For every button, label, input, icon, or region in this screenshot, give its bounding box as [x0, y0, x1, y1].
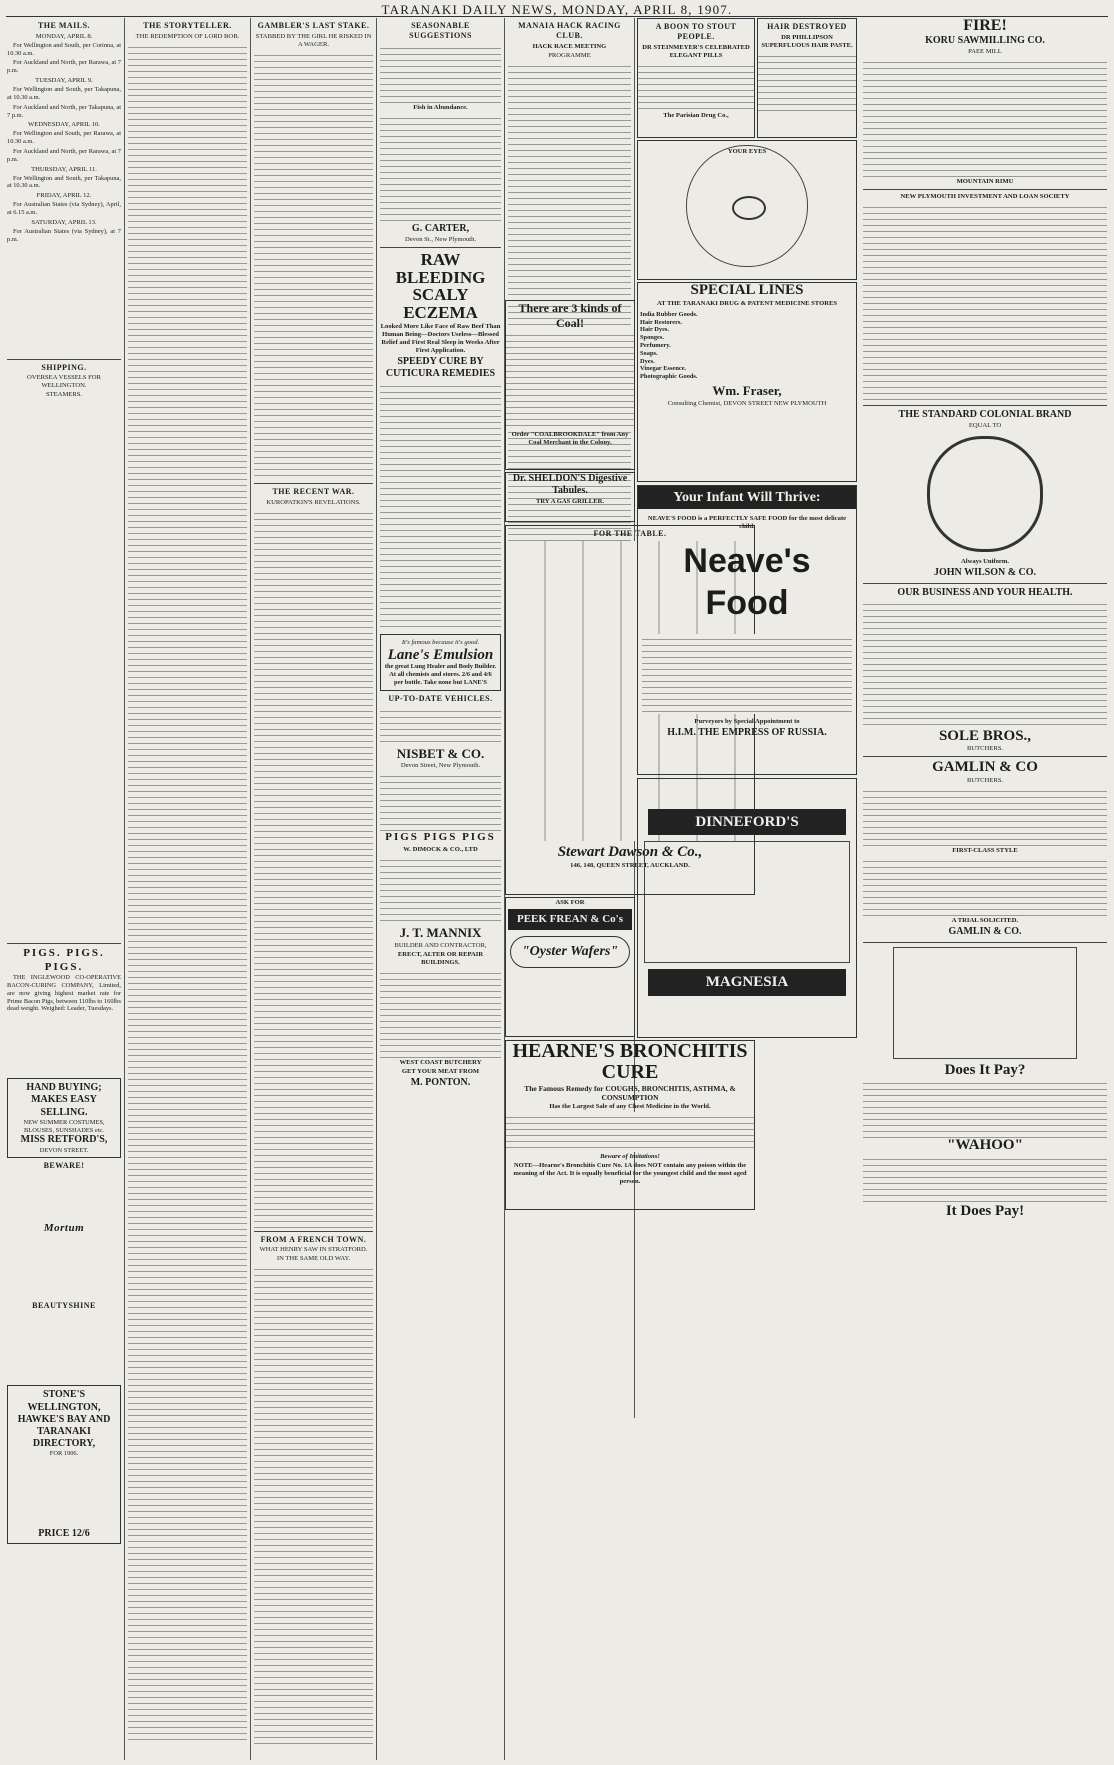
koru-body: [863, 57, 1107, 177]
pigs-ad-body: [7, 1015, 121, 1075]
mails-line: MONDAY, APRIL 8.: [35, 32, 93, 40]
cement-seal: [927, 436, 1043, 552]
mails-line: For Auckland and North, per Rarawa, at 7 p.m.: [7, 59, 121, 75]
digestive-heading: Dr. SHELDON'S Digestive Tabules.: [512, 473, 628, 497]
pays-heading: It Does Pay!: [945, 1203, 1025, 1220]
eye-illustration: [686, 145, 808, 267]
mails-line: THURSDAY, APRIL 11.: [31, 165, 97, 173]
drug-item: Hair Dyes.: [640, 326, 669, 334]
mortum-body: [7, 1238, 121, 1298]
gamlin-body: [863, 786, 1107, 846]
french-heading: FROM A FRENCH TOWN.: [260, 1234, 367, 1244]
story-title: THE REDEMPTION OF LORD BOB.: [135, 32, 240, 40]
coal-body: [506, 330, 634, 430]
pigs2-heading: PIGS PIGS PIGS: [385, 831, 496, 844]
seasonable-heading: SEASONABLE SUGGESTIONS: [409, 21, 472, 40]
newspaper-masthead: TARANAKI DAILY NEWS, MONDAY, APRIL 8, 1907.: [6, 2, 1108, 17]
drug-item: Dyes.: [640, 357, 655, 365]
drug-item: Sponges.: [640, 334, 664, 342]
hair-paste: DR PHILLIPSON SUPERFLUOUS HAIR PASTE.: [761, 33, 853, 49]
butchery-name: WEST COAST BUTCHERY: [399, 1058, 482, 1066]
retford-name: MISS RETFORD'S,: [20, 1134, 108, 1146]
empress: H.I.M. THE EMPRESS OF RUSSIA.: [667, 727, 827, 739]
mannix-erect: ERECT, ALTER OR REPAIR BUILDINGS.: [397, 950, 484, 966]
wahoo-illustration: [893, 947, 1077, 1059]
fraser-address: Consulting Chemist, DEVON STREET NEW PLYMOUTH: [667, 399, 827, 407]
divider: [7, 359, 121, 360]
mails-list: [7, 33, 121, 244]
mails-line: For Wellington and South, per Rarawa, at 10.30 a.m.: [7, 130, 121, 146]
wahoo-name: "WAHOO": [947, 1137, 1023, 1154]
parisian-name: The Parisian Drug Co.,: [663, 111, 729, 119]
mortum-heading: Mortum: [43, 1222, 85, 1235]
koru-mill: PAEE MILL: [968, 47, 1002, 55]
hearne-sale: Has the Largest Sale of any Chest Medicine in the World.: [549, 1103, 711, 1111]
infant-heading: Your Infant Will Thrive:: [638, 486, 856, 509]
mannix-subheading: BUILDER AND CONTRACTOR,: [394, 941, 487, 949]
neave-testimonials: [642, 634, 852, 714]
fish-list: [380, 113, 501, 223]
ponton-name: M. PONTON.: [410, 1076, 471, 1088]
mails-line: For Wellington and South, per Takapuna, at 10.30 a.m.: [7, 174, 121, 190]
coal-heading: There are 3 kinds of Coal!: [518, 301, 622, 330]
dinneford-name: DINNEFORD'S: [648, 809, 846, 835]
carter-name: G. CARTER,: [411, 222, 470, 234]
drug-item: India Rubber Goods.: [640, 310, 698, 318]
war-body-text: [254, 508, 373, 1228]
standard-heading: THE STANDARD COLONIAL BRAND: [898, 409, 1072, 421]
divider: [863, 756, 1107, 757]
column-right: [860, 18, 1110, 1760]
war-heading: THE RECENT WAR.: [272, 486, 355, 496]
digestive-ad: [505, 472, 635, 522]
dinneford-ad: [637, 778, 857, 1038]
vehicles-heading: UP-TO-DATE VEHICLES.: [388, 693, 493, 703]
mails-line: WEDNESDAY, APRIL 10.: [28, 121, 100, 129]
lanes-ad: [380, 634, 501, 691]
directory-body: [11, 1458, 117, 1528]
stout-heading: A BOON TO STOUT PEOPLE.: [655, 22, 737, 41]
eczema-heading: RAW BLEEDING SCALY ECZEMA: [395, 249, 486, 323]
meat-heading: GET YOUR MEAT FROM: [401, 1067, 480, 1075]
column-storyteller: [125, 18, 251, 1760]
shipping-subheading: OVERSEA VESSELS FOR WELLINGTON.: [27, 374, 101, 390]
dimock-body: [380, 855, 501, 925]
divider: [254, 483, 373, 484]
story-body-text: [128, 42, 247, 1742]
peek-frean-ad: [505, 897, 635, 1037]
hair-ad: [757, 18, 857, 138]
mails-line: For Auckland and North, per Takapuna, at 7 p.m.: [7, 103, 121, 119]
rimu-heading: MOUNTAIN RIMU: [956, 178, 1014, 186]
drug-item: Photographic Goods.: [640, 373, 698, 381]
mannix-name: J. T. MANNIX: [399, 924, 482, 940]
divider: [254, 1231, 373, 1232]
hearne-remedy: The Famous Remedy for COUGHS, BRONCHITIS, ASTHMA, & CONSUMPTION: [524, 1084, 736, 1103]
shipping-heading: SHIPPING.: [41, 362, 87, 372]
storyteller-heading: THE STORYTELLER.: [143, 21, 232, 30]
mutual-heading: NEW PLYMOUTH INVESTMENT AND LOAN SOCIETY: [900, 193, 1070, 201]
directory-year: FOR 1906.: [49, 1450, 79, 1458]
wahoo-body: [863, 1154, 1107, 1204]
mutual-body: [863, 202, 1107, 402]
stout-ad: [637, 18, 755, 138]
steamers-list-body: [7, 400, 121, 940]
ask-for: ASK FOR: [555, 899, 585, 906]
lanes-details: the great Lung Healer and Body Builder. At all chemists and stores. 2/6 and 4/6 per bottle. Take none but LANE'S: [384, 663, 497, 687]
special-lines: SPECIAL LINES: [690, 282, 804, 298]
trial: A TRIAL SOLICITED.: [951, 917, 1019, 925]
gambler-subheading: STABBED BY THE GIRL HE RISKED IN A WAGER.: [255, 32, 372, 48]
directory-stones: STONE'S: [42, 1389, 86, 1401]
retford-street: DEVON STREET.: [39, 1146, 89, 1154]
divider: [863, 405, 1107, 406]
drug-item: Soaps.: [640, 349, 658, 357]
uniform: Always Uniform.: [961, 558, 1009, 566]
business-body: [863, 599, 1107, 729]
directory-price: PRICE 12/6: [38, 1528, 90, 1540]
column-news: [251, 18, 377, 1760]
dawson-name: Stewart Dawson & Co.,: [557, 843, 703, 860]
beware-body: [7, 1173, 121, 1219]
sole-butchers: BUTCHERS.: [966, 745, 1004, 753]
pigs-ad-heading: PIGS. PIGS. PIGS.: [23, 947, 105, 973]
mails-line: FRIDAY, APRIL 12.: [36, 192, 92, 200]
mails-line: SATURDAY, APRIL 13.: [31, 218, 97, 226]
lanes-name: Lane's Emulsion: [387, 646, 494, 663]
gas-heading: TRY A GAS GRILLER.: [535, 498, 605, 506]
directory-ad: [7, 1385, 121, 1544]
eyes-ad: [637, 140, 857, 280]
mannix-body: [380, 968, 501, 1058]
koru-name: KORU SAWMILLING CO.: [925, 34, 1045, 46]
carter-address: Devon St., New Plymouth.: [404, 235, 477, 243]
neave-description: NEAVE'S FOOD is a PERFECTLY SAFE FOOD for the most delicate child.: [647, 515, 847, 531]
french-subheading-2: IN THE SAME OLD WAY.: [276, 1255, 351, 1263]
pay-body: [863, 1078, 1107, 1138]
sole-name: SOLE BROS.,: [938, 727, 1032, 744]
purveyors: Purveyors by Special Appointment to: [694, 718, 800, 726]
steamers-heading: STEAMERS.: [45, 391, 83, 399]
eyes-heading: YOUR EYES: [727, 148, 767, 155]
column-ads-left: [377, 18, 505, 1760]
nisbet-address: Devon Street, New Plymouth.: [400, 762, 481, 770]
wilson-name: JOHN WILSON & CO.: [933, 567, 1037, 579]
gamlin-butchers: BUTCHERS.: [966, 777, 1004, 785]
french-body-text: [254, 1264, 373, 1744]
stout-body: [638, 61, 754, 111]
steinmeyer-heading: DR STEINMEYER'S CELEBRATED ELEGANT PILLS: [642, 43, 750, 59]
table-heading: FOR THE TABLE.: [593, 529, 667, 538]
dinneford-illustration: [644, 841, 850, 963]
war-subheading: KUROPATKIN'S REVELATIONS.: [266, 498, 361, 506]
business-heading: OUR BUSINESS AND YOUR HEALTH.: [897, 586, 1073, 598]
hair-heading: HAIR DESTROYED: [767, 22, 847, 31]
gambler-body-text: [254, 50, 373, 480]
racing-heading: MANAIA HACK RACING CLUB.: [518, 21, 621, 40]
beautyshine-heading: BEAUTYSHINE: [32, 1300, 96, 1310]
fire-heading: FIRE!: [963, 18, 1007, 34]
first-class-body: [863, 856, 1107, 916]
retford-hand: HAND BUYING; MAKES EASY SELLING.: [26, 1082, 102, 1118]
cuticura-heading: SPEEDY CURE BY CUTICURA REMEDIES: [385, 356, 496, 380]
divider: [863, 942, 1107, 943]
coal-order: Order "COALBROOKDALE" from Any Coal Merchant in the Colony.: [511, 431, 629, 447]
pigs-ad-text: THE INGLEWOOD CO-OPERATIVE BACON-CURING COMPANY, Limited, are now giving highest market rate for Prime Bacon Pigs, between 110lbs to 160lbs dead weight. Weighed: Leader, Tuesdays.: [7, 974, 121, 1013]
hearne-body: [506, 1112, 754, 1152]
beautyshine-body: [7, 1312, 121, 1382]
standard-equal: EQUAL TO: [968, 422, 1002, 430]
drug-item: Perfumery.: [640, 342, 671, 350]
divider: [863, 189, 1107, 190]
divider: [863, 583, 1107, 584]
mails-line: For Wellington and South, per Corinna, at 10.30 a.m.: [7, 41, 121, 57]
retford-ad: [7, 1078, 121, 1158]
neave-name: Neave's Food: [683, 542, 811, 622]
nisbet-name: NISBET & CO.: [396, 745, 485, 761]
mails-line: For Australian States (via Sydney), April, at 6.15 a.m.: [7, 201, 121, 217]
fish-heading: Fish in Abundance.: [413, 103, 468, 111]
divider: [380, 247, 501, 248]
pay-heading: Does It Pay?: [944, 1061, 1026, 1078]
hair-body: [758, 51, 856, 111]
mails-line: For Auckland and North, per Rarawa, at 7 p.m.: [7, 147, 121, 163]
racing-subheading: HACK RACE MEETING: [532, 42, 607, 50]
vehicles-body: [380, 706, 501, 746]
eczema-subheading: Looked More Like Face of Raw Beef Than Human Being—Doctors Useless—Blessed Relief and First Real Sleep in Weeks After First Application.: [380, 323, 501, 355]
french-subheading: WHAT HENRY SAW IN STRATFORD.: [259, 1246, 368, 1254]
nisbet-body: [380, 771, 501, 831]
mails-heading: THE MAILS.: [37, 21, 91, 30]
racing-programme: PROGRAMME: [548, 51, 591, 59]
gamlin-name-2: GAMLIN & CO.: [948, 926, 1022, 938]
oyster-wafers: "Oyster Wafers": [510, 936, 630, 967]
peek-frean-name: PEEK FREAN & Co's: [508, 909, 632, 930]
hearne-note: NOTE—Hearne's Bronchitis Cure No. 1A does NOT contain any poison within the meaning of the Act. It is equally beneficial for the youngest child and the most aged person.: [513, 1162, 747, 1186]
dimock-name: W. DIMOCK & CO., LTD: [403, 845, 478, 853]
hearne-beware: Beware of Imitations!: [600, 1153, 660, 1161]
dawson-address: 146, 148, QUEEN STREET, AUCKLAND.: [570, 862, 690, 870]
drug-items: [638, 309, 856, 383]
hearne-ad: [505, 1040, 755, 1210]
retford-new: NEW SUMMER COSTUMES, BLOUSES, SUNSHADES etc.: [23, 1118, 105, 1134]
mails-body-text: [7, 246, 121, 356]
mails-line: For Wellington and South, per Takapuna, at 10.30 a.m.: [7, 86, 121, 101]
magnesia-name: MAGNESIA: [648, 969, 846, 995]
neave-ad: [637, 485, 857, 775]
mails-line: TUESDAY, APRIL 9.: [35, 77, 93, 85]
coal-ad: [505, 300, 635, 470]
drug-store-name: AT THE TARANAKI DRUG & PATENT MEDICINE STORES: [656, 299, 838, 307]
fraser-name: Wm. Fraser,: [712, 383, 782, 399]
drug-item: Hair Restorers.: [640, 318, 683, 326]
beware-heading: BEWARE!: [43, 1161, 85, 1171]
mails-line: For Australian States (via Sydney), at 7 p.m.: [7, 227, 121, 243]
drug-store-ad: [637, 282, 857, 482]
gamlin-name: GAMLIN & CO: [932, 759, 1038, 776]
column-mails-shipping: [4, 18, 125, 1760]
drug-item: Vinegar Essence.: [640, 365, 687, 373]
first-class: FIRST-CLASS STYLE: [952, 847, 1018, 855]
cuticura-body: [380, 381, 501, 631]
gambler-heading: GAMBLER'S LAST STAKE.: [257, 21, 370, 30]
seasonable-body: [380, 43, 501, 103]
directory-title: WELLINGTON, HAWKE'S BAY AND TARANAKI DIRECTORY,: [17, 1401, 111, 1450]
lanes-quote: It's famous because it's good.: [401, 638, 480, 646]
hearne-heading: HEARNE'S BRONCHITIS CURE: [512, 1040, 748, 1083]
divider: [7, 943, 121, 944]
